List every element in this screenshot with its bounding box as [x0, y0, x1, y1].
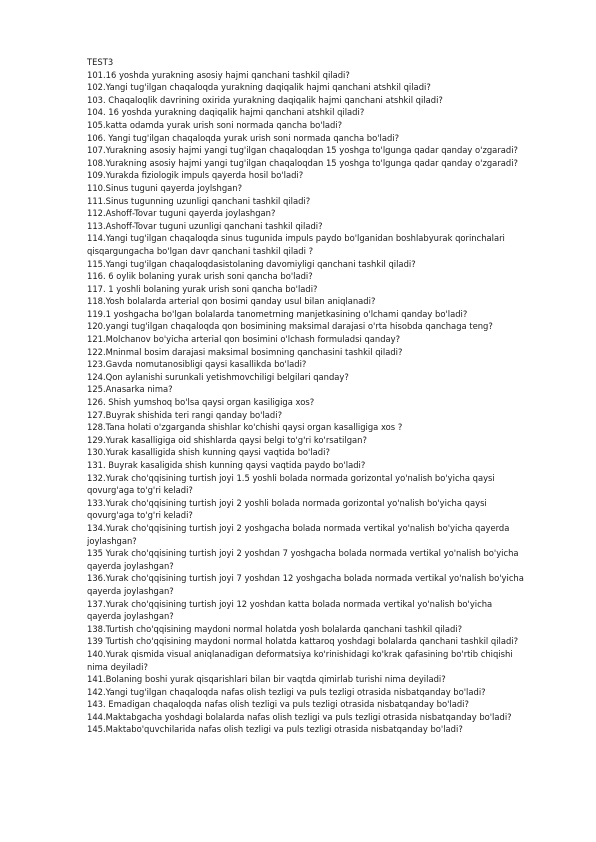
question-line: 141.Bolaning boshi yurak qisqarishlari bilan bir vaqtda qimirlab turishi nima deyiladi?: [87, 674, 446, 685]
document-title: TEST3: [87, 57, 114, 67]
question-line: 125.Anasarka nima?: [87, 384, 173, 395]
question-line: 130.Yurak kasalligida shish kunning qaysi vaqtida bo'ladi?: [87, 447, 330, 458]
question-line: 106. Yangi tug'ilgan chaqaloqda yurak urish soni normada qancha bo'ladi?: [87, 132, 400, 143]
question-line: joylashgan?: [87, 535, 137, 546]
question-line: 142.Yangi tug'ilgan chaqaloqda nafas olish tezligi va puls tezligi otrasida nisbatqanday bo'ladi?: [87, 686, 486, 697]
question-line: qovurg'aga to'g'ri keladi?: [87, 485, 193, 496]
question-line: 136.Yurak cho'qqisining turtish joyi 7 yoshdan 12 yoshgacha bolada normada vertikal yo'nalish bo'yicha: [87, 573, 524, 584]
question-line: 123.Gavda nomutanosibligi qaysi kasallikda bo'ladi?: [87, 359, 307, 370]
question-line: 129.Yurak kasalligiga oid shishlarda qaysi belgi to'g'ri ko'rsatilgan?: [87, 434, 367, 445]
question-line: 126. Shish yumshoq bo'lsa qaysi organ kasiligiga xos?: [87, 397, 315, 408]
question-line: 145.Maktabo'quvchilarida nafas olish tezligi va puls tezligi otrasida nisbatqanday bo'ladi?: [87, 724, 463, 735]
question-line: 138.Turtish cho'qqisining maydoni normal holatda yosh bolalarda qanchani tashkil qiladi?: [87, 623, 463, 634]
question-line: 115.Yangi tug'ilgan chaqaloqdasistolaning davomiyligi qanchani tashkil qiladi?: [87, 258, 416, 269]
question-line: 118.Yosh bolalarda arterial qon bosimi qanday usul bilan aniqlanadi?: [87, 296, 376, 307]
question-line: 121.Molchanov bo'yicha arterial qon bosimini o'lchash formuladsi qanday?: [87, 334, 401, 345]
question-line: 104. 16 yoshda yurakning daqiqalik hajmi qanchani atshkil qiladi?: [87, 107, 365, 118]
question-line: 119.1 yoshgacha bo'lgan bolalarda tanometrning manjetkasining o'lchami qanday bo'ladi?: [87, 308, 468, 319]
question-line: 108.Yurakning asosiy hajmi yangi tug'ilgan chaqaloqdan 15 yoshga to'lgunga qadar qanday o'zgaradi?: [87, 157, 518, 168]
question-line: 112.Ashoff-Tovar tuguni qayerda joylashgan?: [87, 208, 276, 219]
question-line: 137.Yurak cho'qqisining turtish joyi 12 yoshdan katta bolada normada vertikal yo'nalish bo'yicha: [87, 598, 493, 609]
question-line: qayerda joylashgan?: [87, 560, 174, 571]
question-line: 132.Yurak cho'qqisining turtish joyi 1.5 yoshli bolada normada gorizontal yo'nalish bo'yicha qaysi: [87, 472, 495, 483]
question-line: 134.Yurak cho'qqisining turtish joyi 2 yoshgacha bolada normada vertikal yo'nalish bo'yicha qayerda: [87, 522, 510, 533]
question-line: qayerda joylashgan?: [87, 585, 174, 596]
question-line: 133.Yurak cho'qqisining turtish joyi 2 yoshli bolada normada gorizontal yo'nalish bo'yicha qaysi: [87, 497, 487, 508]
question-line: 109.Yurakda fiziologik impuls qayerda hosil bo'ladi?: [87, 170, 304, 181]
question-line: 114.Yangi tug'ilgan chaqaloqda sinus tugunida impuls paydo bo'lganidan boshlabyurak qorinchalari: [87, 233, 505, 244]
document-body: [87, 56, 587, 736]
question-line: 103. Chaqaloqlik davrining oxirida yurakning daqiqalik hajmi qanchani atshkil qiladi?: [87, 94, 443, 105]
question-line: qisqargungacha bo'lgan davr qanchani tashkil qiladi ?: [87, 245, 314, 256]
question-line: 144.Maktabgacha yoshdagi bolalarda nafas olish tezligi va puls tezligi otrasida nisbatqanday bo'ladi?: [87, 711, 512, 722]
question-line: 117. 1 yoshli bolaning yurak urish soni qancha bo'ladi?: [87, 283, 318, 294]
question-line: qovurg'aga to'g'ri keladi?: [87, 510, 193, 521]
question-line: 140.Yurak qismida visual aniqlanadigan deformatsiya ko'rinishidagi ko'krak qafasining bo'rtib chiqishi: [87, 648, 513, 659]
question-line: 107.Yurakning asosiy hajmi yangi tug'ilgan chaqaloqdan 15 yoshga to'lgunga qadar qanday o'zgaradi?: [87, 145, 518, 156]
question-line: 135 Yurak cho'qqisining turtish joyi 2 yoshdan 7 yoshgacha bolada normada vertikal yo'nalish bo'yicha: [87, 548, 519, 559]
question-line: nima deyiladi?: [87, 661, 148, 672]
question-line: 124.Qon aylanishi surunkali yetishmovchiligi belgilari qanday?: [87, 371, 349, 382]
question-line: qayerda joylashgan?: [87, 611, 174, 622]
question-line: 113.Ashoff-Tovar tuguni uzunligi qanchani tashkil qiladi?: [87, 220, 323, 231]
question-line: 139 Turtish cho'qqisining maydoni normal holatda kattaroq yoshdagi bolalarda qanchani tashkil qiladi?: [87, 636, 519, 647]
question-line: 122.Mninmal bosim darajasi maksimal bosimning qanchasini tashkil qiladi?: [87, 346, 403, 357]
question-line: 131. Buyrak kasaligida shish kunning qaysi vaqtida paydo bo'ladi?: [87, 460, 366, 470]
question-line: 116. 6 oylik bolaning yurak urish soni qancha bo'ladi?: [87, 271, 313, 282]
question-line: 102.Yangi tug'ilgan chaqaloqda yurakning daqiqalik hajmi qanchani atshkil qiladi?: [87, 82, 431, 93]
question-line: 111.Sinus tugunning uzunligi qanchani tashkil qiladi?: [87, 195, 311, 206]
question-line: 128.Tana holati o'zgarganda shishlar ko'chishi qaysi organ kasalligiga xos ?: [87, 422, 403, 433]
question-line: 143. Emadigan chaqaloqda nafas olish tezligi va puls tezligi otrasida nisbatqanday bo'ladi?: [87, 699, 469, 710]
question-line: 105.katta odamda yurak urish soni normada qancha bo'ladi?: [87, 119, 343, 130]
question-list: [87, 69, 587, 736]
question-line: 120.yangi tug'ilgan chaqaloqda qon bosimining maksimal darajasi o'rta hisobda qanchaga teng?: [87, 321, 493, 332]
question-line: 101.16 yoshda yurakning asosiy hajmi qanchani tashkil qiladi?: [87, 69, 350, 80]
question-line: 110.Sinus tuguni qayerda joylshgan?: [87, 182, 243, 193]
question-line: 127.Buyrak shishida teri rangi qanday bo'ladi?: [87, 409, 283, 420]
